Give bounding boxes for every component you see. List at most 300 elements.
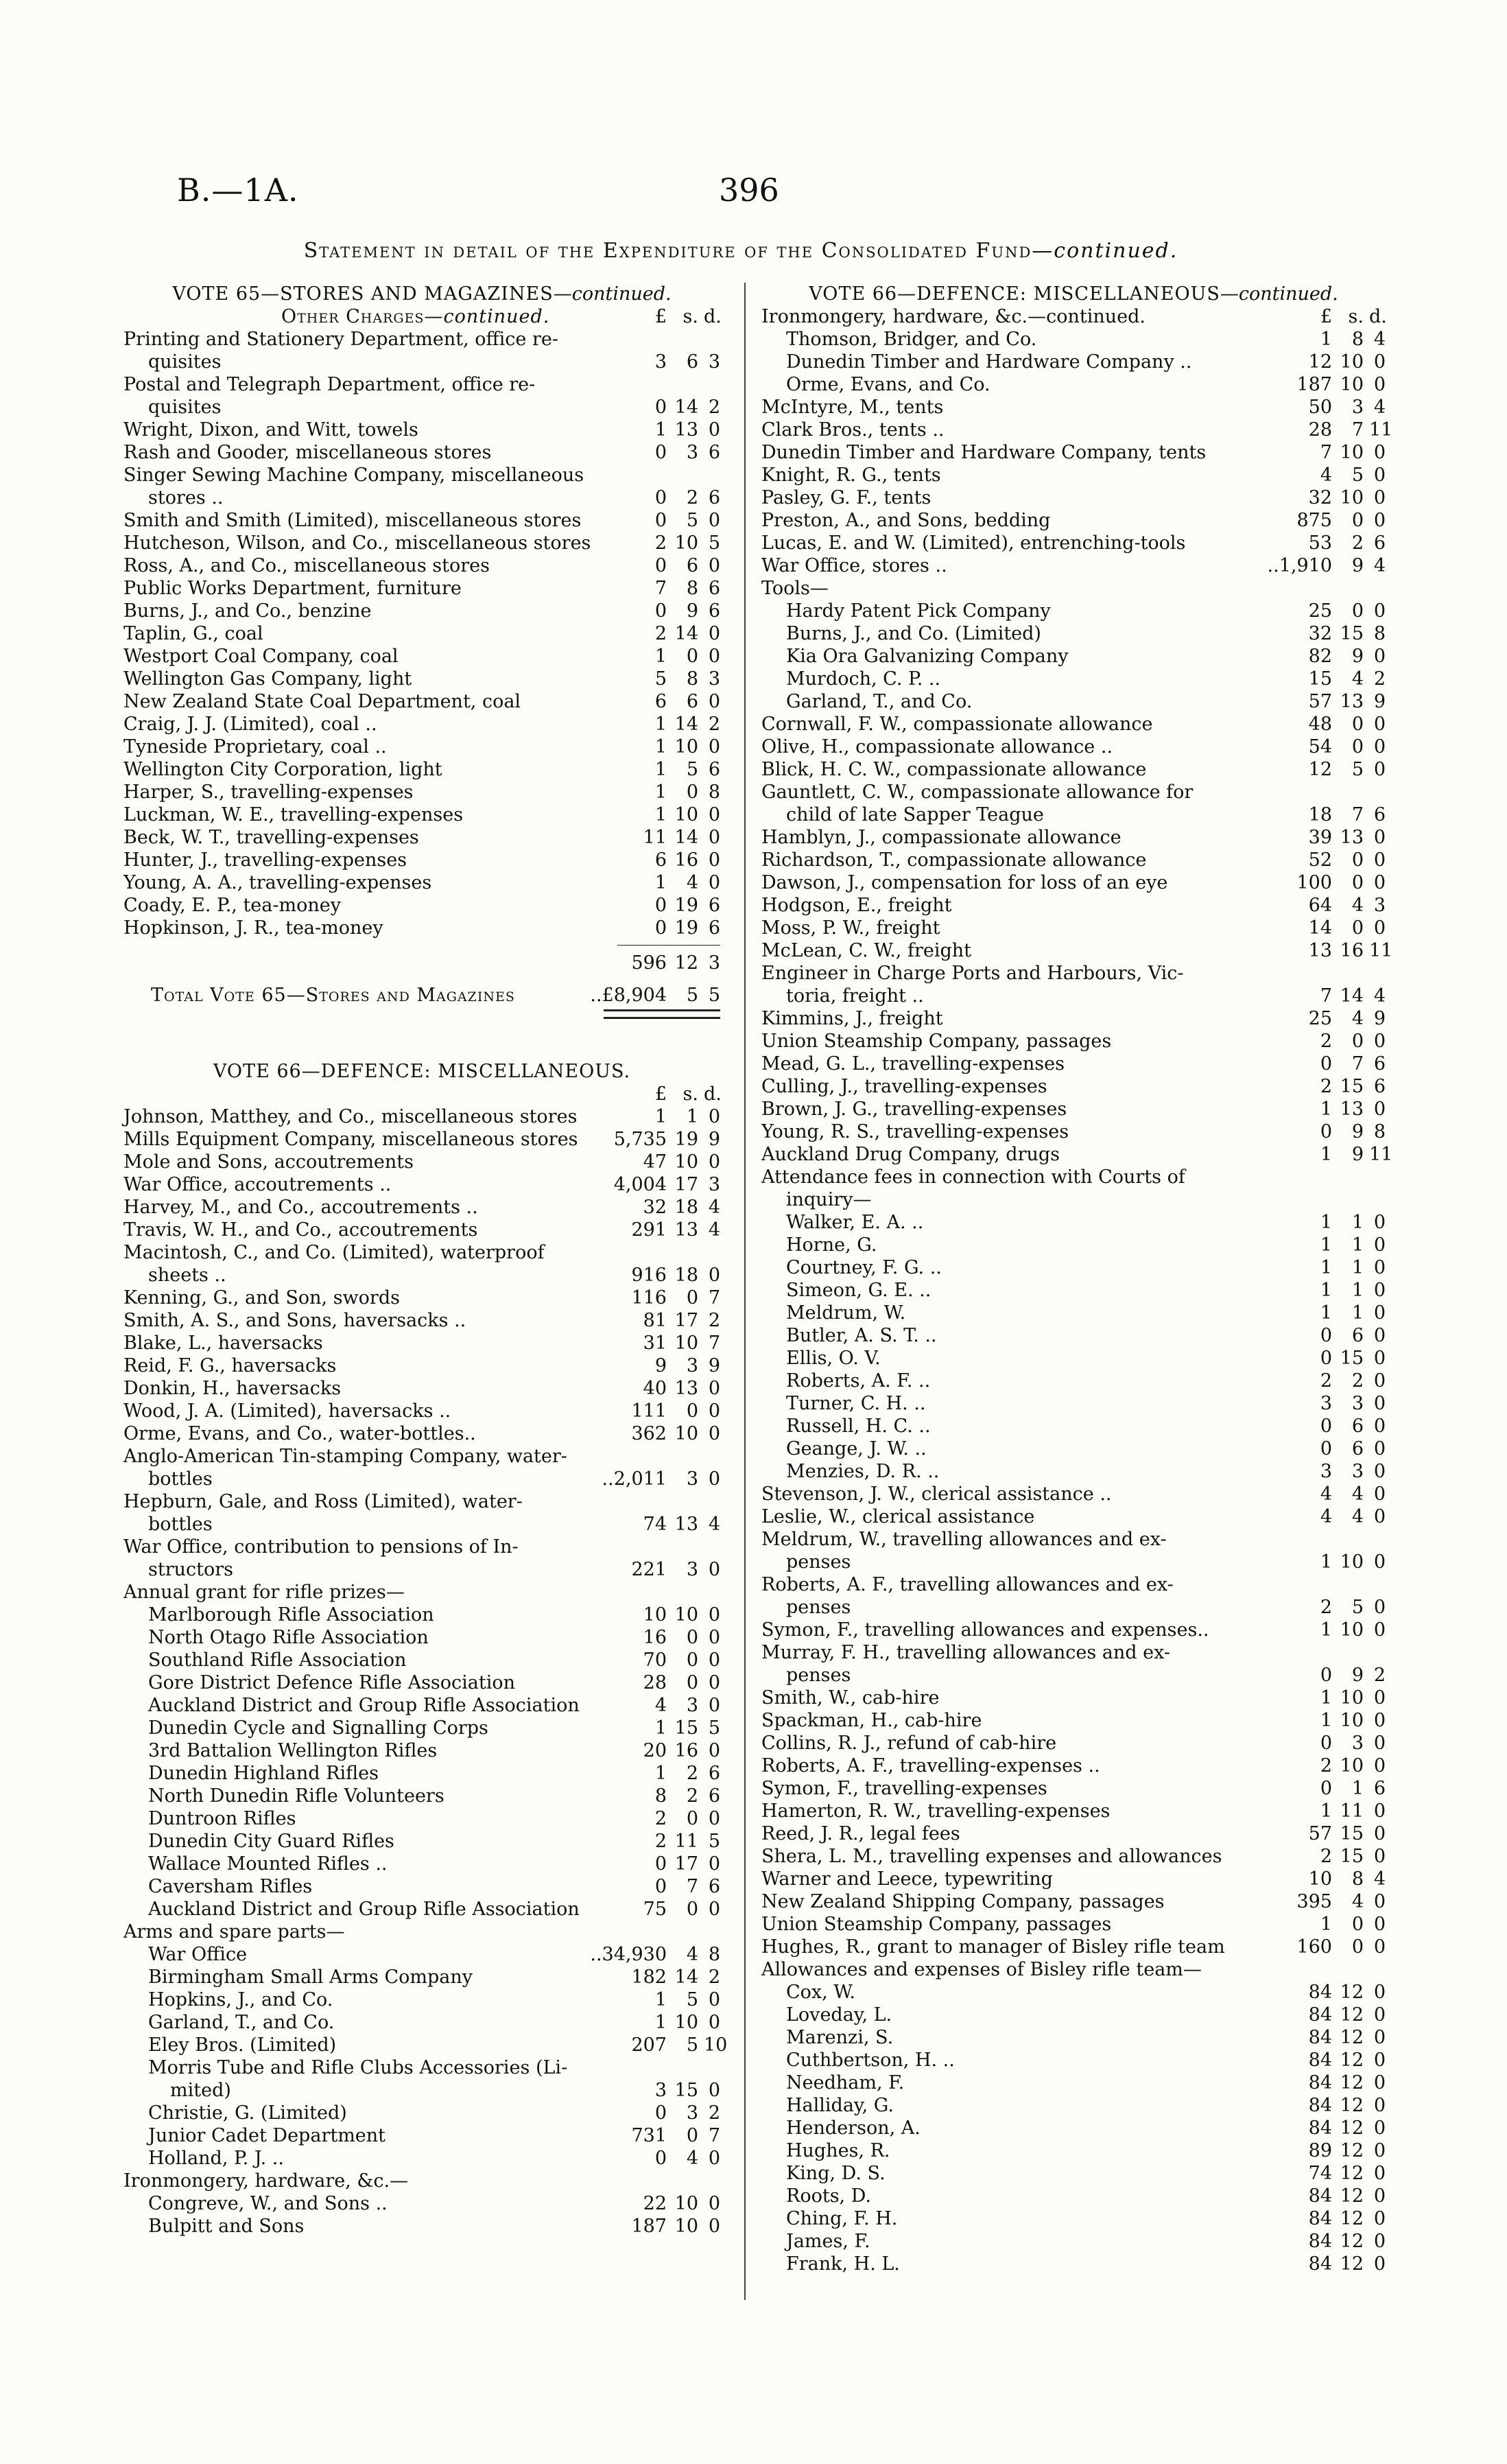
- amount-pounds: 18: [1308, 804, 1332, 825]
- amount-shillings: 7: [686, 1876, 698, 1897]
- ledger-entry-text: Spackman, H., cab-hire: [761, 1710, 982, 1731]
- ledger-row: [761, 713, 1386, 736]
- ledger-row: [761, 1687, 1386, 1709]
- ledger-row: [761, 1053, 1386, 1075]
- ledger-row: [123, 1875, 720, 1898]
- amount-pence: 6: [708, 600, 720, 622]
- page-title-continued: —continued.: [1032, 239, 1178, 263]
- amount-shillings: 3: [686, 1468, 698, 1490]
- amount-pounds: 25: [1308, 1008, 1332, 1029]
- ledger-entry-text: penses: [786, 1665, 851, 1686]
- ledger-row: [123, 917, 720, 939]
- ledger-entry-text: Tools—: [761, 578, 829, 599]
- ledger-row: [761, 1890, 1386, 1913]
- amount-pence: 0: [1373, 1733, 1386, 1754]
- amount-pence: 2: [1373, 668, 1386, 690]
- ledger-row: [761, 2072, 1386, 2094]
- amount-pence: 0: [1373, 1936, 1386, 1958]
- amount-pounds: 84: [1308, 2072, 1332, 2093]
- ledger-entry-text: Garland, T., and Co.: [786, 691, 973, 712]
- ledger-entry-text: Stevenson, J. W., clerical assistance ..: [761, 1483, 1112, 1505]
- ledger-row: [123, 1853, 720, 1875]
- amount-shillings: 10: [1340, 1619, 1364, 1641]
- amount-pence: 9: [708, 1355, 720, 1376]
- amount-pence: 5: [708, 1717, 720, 1739]
- ledger-row: [123, 1468, 720, 1490]
- amount-shillings: 10: [1340, 487, 1364, 508]
- ledger-entry-text: Allowances and expenses of Bisley rifle team—: [761, 1959, 1202, 1980]
- amount-pounds: 84: [1308, 2117, 1332, 2139]
- ledger-entry-text: Cox, W.: [786, 1982, 855, 2003]
- ledger-entry-text: Gauntlett, C. W., compassionate allowance for: [761, 782, 1194, 803]
- amount-shillings: 0: [686, 1808, 698, 1829]
- amount-pounds: 187: [1296, 374, 1332, 395]
- ledger-entry-text: Hughes, R.: [786, 2140, 890, 2161]
- amount-shillings: 17: [674, 1310, 698, 1331]
- amount-pounds: 1: [654, 1717, 667, 1739]
- ledger-row: [123, 1287, 720, 1309]
- amount-pence: 2: [708, 1967, 720, 1988]
- amount-pounds: 3: [1320, 1461, 1332, 1482]
- amount-pence: 0: [708, 2080, 720, 2101]
- amount-pence: 0: [1373, 2095, 1386, 2116]
- amount-pence: 0: [1373, 1438, 1386, 1459]
- amount-pence: 0: [1373, 2072, 1386, 2093]
- ledger-row: [123, 396, 720, 419]
- amount-pence: 0: [1373, 1891, 1386, 1912]
- ledger-row: [123, 849, 720, 871]
- amount-pounds: 1: [1320, 329, 1332, 350]
- amount-pounds: 4: [1320, 1506, 1332, 1527]
- amount-shillings: 9: [1351, 1121, 1364, 1142]
- amount-shillings: 1: [1351, 1280, 1364, 1301]
- ledger-row: [761, 1030, 1386, 1053]
- amount-shillings: 0: [1351, 736, 1364, 758]
- amount-pence: 4: [1373, 985, 1386, 1007]
- amount-shillings: 10: [674, 1604, 698, 1626]
- amount-shillings: 18: [674, 1265, 698, 1286]
- ledger-row: [761, 2004, 1386, 2026]
- ledger-row: [761, 1143, 1393, 1166]
- amount-pence: 6: [1373, 532, 1386, 554]
- ledger-row: [761, 577, 1386, 600]
- amount-pounds: 12: [1308, 351, 1332, 373]
- ledger-entry-text: War Office, stores ..: [761, 555, 947, 576]
- amount-shillings: 5: [1351, 465, 1364, 486]
- amount-pence: 0: [1373, 1755, 1386, 1776]
- amount-pence: 6: [708, 759, 720, 780]
- amount-pounds: 2: [1320, 1755, 1332, 1776]
- ledger-row: [761, 554, 1386, 577]
- amount-pence: 0: [708, 1106, 720, 1127]
- amount-pence: 0: [1373, 2117, 1386, 2139]
- subtotal-pounds: 596: [631, 952, 667, 974]
- amount-shillings: 12: [1340, 2140, 1364, 2161]
- ledger-entry-text: Union Steamship Company, passages: [761, 1031, 1112, 1052]
- ledger-entry-text: Hunter, J., travelling-expenses: [123, 849, 407, 871]
- vote-65-heading: [123, 283, 720, 305]
- amount-shillings: 1: [1351, 1302, 1364, 1324]
- amount-pence: 8: [708, 782, 720, 803]
- ledger-row: [761, 1958, 1386, 1981]
- amount-pounds: 5: [654, 668, 667, 690]
- amount-pounds: 28: [1308, 419, 1332, 441]
- ledger-row: [123, 1536, 720, 1558]
- ledger-entry-text: Harper, S., travelling-expenses: [123, 782, 414, 803]
- amount-shillings: 16: [674, 849, 698, 871]
- amount-pence: 0: [708, 1378, 720, 1399]
- ledger-row: [123, 781, 720, 803]
- amount-shillings: 4: [1351, 1891, 1364, 1912]
- amount-shillings: 15: [674, 1717, 698, 1739]
- amount-shillings: 1: [686, 1106, 698, 1127]
- amount-shillings: 12: [1340, 2208, 1364, 2229]
- amount-pounds: 875: [1296, 510, 1332, 531]
- ledger-row: [761, 1279, 1386, 1302]
- amount-pounds: 0: [654, 2102, 667, 2124]
- ledger-row: [761, 894, 1386, 917]
- amount-pounds: 4: [654, 1695, 667, 1716]
- ledger-entry-text: Wallace Mounted Rifles ..: [148, 1853, 388, 1875]
- ledger-entry-text: bottles: [148, 1514, 213, 1535]
- ledger-row: [123, 1354, 720, 1377]
- amount-pounds: 15: [1308, 668, 1332, 690]
- ledger-entry-text: Clark Bros., tents ..: [761, 419, 945, 441]
- ledger-row: [761, 668, 1386, 690]
- unit-pounds-66: £: [654, 1083, 667, 1105]
- vote-66-ledger-left: [123, 1105, 728, 2238]
- ledger-row: [123, 1128, 720, 1151]
- ledger-row: [761, 2253, 1386, 2275]
- amount-pounds: 0: [1320, 1665, 1332, 1686]
- amount-shillings: 4: [1351, 895, 1364, 916]
- ledger-entry-text: Young, R. S., travelling-expenses: [761, 1121, 1069, 1142]
- right-column: [761, 283, 1393, 2275]
- amount-pounds: 1: [1320, 1212, 1332, 1233]
- ledger-entry-text: Kia Ora Galvanizing Company: [786, 646, 1069, 667]
- ledger-entry-text: Marenzi, S.: [786, 2027, 894, 2048]
- ledger-entry-text: Symon, F., travelling-expenses: [761, 1778, 1047, 1799]
- ledger-entry-text: Meldrum, W., travelling allowances and ex-: [761, 1529, 1167, 1550]
- amount-shillings: 5: [1351, 1597, 1364, 1618]
- ledger-entry-text: Hodgson, E., freight: [761, 895, 952, 916]
- document-reference: B.—1A.: [177, 172, 299, 209]
- amount-pence: 11: [1369, 940, 1393, 961]
- amount-pounds: 187: [631, 2216, 667, 2237]
- ledger-entry-text: Ellis, O. V.: [786, 1348, 881, 1369]
- ledger-entry-text: Loveday, L.: [786, 2004, 892, 2026]
- ledger-entry-text: Smith, W., cab-hire: [761, 1687, 940, 1709]
- amount-pence: 0: [1373, 510, 1386, 531]
- amount-shillings: 0: [686, 1627, 698, 1648]
- ledger-entry-text: Caversham Rifles: [148, 1876, 313, 1897]
- ledger-entry-text: Printing and Stationery Department, office re-: [123, 329, 558, 350]
- amount-shillings: 6: [1351, 1416, 1364, 1437]
- ledger-row: [761, 1822, 1386, 1845]
- amount-pence: 6: [708, 442, 720, 463]
- ledger-entry-text: Ironmongery, hardware, &c.—continued.: [761, 306, 1146, 327]
- amount-pence: 0: [708, 1989, 720, 2010]
- ledger-row: [123, 1694, 720, 1717]
- ledger-entry-text: Symon, F., travelling allowances and expenses..: [761, 1619, 1209, 1641]
- ledger-row: [761, 985, 1386, 1007]
- ledger-row: [123, 690, 720, 713]
- amount-pence: 0: [708, 1559, 720, 1580]
- amount-pounds: 22: [643, 2193, 667, 2214]
- amount-shillings: 8: [686, 578, 698, 599]
- amount-pounds: 1: [1320, 1687, 1332, 1709]
- amount-pounds: 1: [654, 714, 667, 735]
- amount-shillings: 3: [686, 1355, 698, 1376]
- amount-pence: 0: [1373, 1416, 1386, 1437]
- ledger-entry-text: Reid, F. G., haversacks: [123, 1355, 337, 1376]
- ledger-row: [761, 441, 1386, 464]
- amount-pence: 0: [1373, 759, 1386, 780]
- amount-pounds: 16: [643, 1627, 667, 1648]
- amount-shillings: 14: [674, 397, 698, 418]
- amount-pence: 8: [1373, 1121, 1386, 1142]
- amount-pence: d.: [1369, 306, 1387, 327]
- amount-pounds: 395: [1296, 1891, 1332, 1912]
- amount-pence: 4: [708, 1197, 720, 1218]
- amount-pounds: 1: [654, 419, 667, 441]
- ledger-entry-text: Wellington Gas Company, light: [123, 668, 412, 690]
- amount-pounds: 916: [631, 1265, 667, 1286]
- ledger-row: [123, 645, 720, 668]
- vote-65-heading-text: VOTE 65—STORES AND MAGAZINES: [172, 283, 554, 305]
- amount-pounds: 54: [1308, 736, 1332, 758]
- amount-shillings: 0: [1351, 600, 1364, 622]
- amount-pence: 11: [1369, 419, 1393, 441]
- ledger-row: [123, 1671, 720, 1694]
- ledger-entry-text: Attendance fees in connection with Courts of: [761, 1166, 1185, 1188]
- amount-pence: 0: [1373, 1823, 1386, 1844]
- amount-pence: 4: [1373, 329, 1386, 350]
- amount-pence: 0: [708, 1265, 720, 1286]
- amount-pence: 0: [1373, 714, 1386, 735]
- amount-pence: 0: [708, 1650, 720, 1671]
- amount-pounds: 2: [1320, 1076, 1332, 1097]
- amount-pounds: 731: [631, 2125, 667, 2146]
- ledger-entry-text: Junior Cadet Department: [148, 2125, 386, 2146]
- amount-pounds: 182: [631, 1967, 667, 1988]
- amount-pence: 0: [708, 872, 720, 893]
- ledger-row: [761, 1370, 1386, 1392]
- ledger-row: [761, 849, 1386, 871]
- amount-shillings: 5: [686, 2034, 698, 2056]
- ledger-row: [123, 1241, 720, 1264]
- amount-pence: 4: [708, 1219, 720, 1241]
- amount-shillings: s.: [1348, 306, 1364, 327]
- ledger-row: [761, 1347, 1386, 1370]
- amount-shillings: 3: [686, 1559, 698, 1580]
- amount-shillings: 9: [1351, 646, 1364, 667]
- amount-pence: 0: [1373, 849, 1386, 871]
- amount-shillings: 5: [686, 510, 698, 531]
- amount-pence: 0: [1373, 2253, 1386, 2275]
- ledger-row: [761, 690, 1386, 713]
- amount-pence: 6: [1373, 1053, 1386, 1075]
- ledger-entry-text: mited): [170, 2080, 231, 2101]
- ledger-entry-text: Cuthbertson, H. ..: [786, 2050, 955, 2071]
- amount-pounds: 116: [631, 1287, 667, 1309]
- amount-pounds: 1: [654, 759, 667, 780]
- amount-pence: 0: [708, 1468, 720, 1490]
- amount-pence: 7: [708, 2125, 720, 2146]
- amount-pounds: 2: [654, 1808, 667, 1829]
- amount-pounds: 10: [643, 1604, 667, 1626]
- amount-shillings: 0: [686, 1899, 698, 1920]
- ledger-row: [123, 2124, 720, 2147]
- ledger-row: [123, 1988, 720, 2011]
- amount-shillings: 10: [674, 2216, 698, 2237]
- ledger-row: [761, 1256, 1386, 1279]
- amount-pounds: 84: [1308, 2095, 1332, 2116]
- ledger-row: [123, 826, 720, 849]
- amount-pence: 6: [708, 487, 720, 508]
- ledger-entry-text: Hutcheson, Wilson, and Co., miscellaneous stores: [123, 532, 591, 554]
- amount-pence: 0: [1373, 1325, 1386, 1346]
- amount-shillings: 1: [1351, 1234, 1364, 1256]
- amount-shillings: 10: [674, 1333, 698, 1354]
- amount-pence: 0: [1373, 442, 1386, 463]
- amount-pence: 0: [1373, 2163, 1386, 2184]
- ledger-entry-text: Auckland Drug Company, drugs: [761, 1144, 1060, 1165]
- amount-pence: 0: [708, 827, 720, 848]
- amount-shillings: 12: [1340, 2253, 1364, 2275]
- ledger-entry-text: Travis, W. H., and Co., accoutrements: [123, 1219, 478, 1241]
- amount-shillings: 6: [1351, 1325, 1364, 1346]
- amount-shillings: 0: [1351, 1914, 1364, 1935]
- total-pounds: ..£8,904: [590, 985, 667, 1006]
- amount-pence: 0: [708, 2216, 720, 2237]
- amount-pence: 3: [708, 668, 720, 690]
- amount-pence: 0: [708, 736, 720, 758]
- ledger-entry-text: Luckman, W. E., travelling-expenses: [123, 804, 464, 825]
- amount-pence: 0: [708, 1808, 720, 1829]
- amount-pence: 6: [708, 578, 720, 599]
- amount-pounds: 1: [654, 1106, 667, 1127]
- amount-shillings: 8: [1351, 1868, 1364, 1890]
- vote-65-heading-continued: —continued.: [553, 283, 672, 305]
- ledger-row: [761, 826, 1386, 849]
- ledger-row: [123, 1649, 720, 1671]
- amount-shillings: 12: [1340, 2231, 1364, 2252]
- amount-shillings: 0: [1351, 872, 1364, 893]
- amount-pence: 0: [708, 1400, 720, 1422]
- ledger-entry-text: stores ..: [148, 487, 224, 508]
- amount-pence: 0: [1373, 374, 1386, 395]
- ledger-entry-text: Butler, A. S. T. ..: [786, 1325, 937, 1346]
- amount-shillings: 10: [1340, 374, 1364, 395]
- ledger-row: [123, 1196, 720, 1219]
- ledger-entry-text: Hardy Patent Pick Company: [786, 600, 1051, 622]
- ledger-row: [761, 2207, 1386, 2230]
- ledger-row: [123, 2011, 720, 2034]
- amount-shillings: 18: [674, 1197, 698, 1218]
- amount-pence: 4: [1373, 1868, 1386, 1890]
- ledger-entry-text: King, D. S.: [786, 2163, 886, 2184]
- amount-shillings: 9: [1351, 1144, 1364, 1165]
- amount-pence: 0: [1373, 1461, 1386, 1482]
- ledger-row: [123, 600, 720, 622]
- ledger-row: [123, 1445, 720, 1468]
- ledger-row: [123, 532, 720, 554]
- amount-pounds: 2: [1320, 1031, 1332, 1052]
- amount-pounds: 47: [643, 1151, 667, 1173]
- amount-shillings: 0: [686, 1287, 698, 1309]
- ledger-entry-text: Holland, P. J. ..: [148, 2148, 284, 2169]
- ledger-row: [123, 2102, 720, 2124]
- ledger-entry-text: Southland Rifle Association: [148, 1650, 407, 1671]
- ledger-entry-text: Dunedin Cycle and Signalling Corps: [148, 1717, 488, 1739]
- amount-pounds: 82: [1308, 646, 1332, 667]
- amount-pounds: 11: [643, 827, 667, 848]
- ledger-entry-text: Macintosh, C., and Co. (Limited), waterproof: [123, 1242, 545, 1263]
- ledger-row: [761, 1188, 1386, 1211]
- amount-pounds: 0: [654, 1853, 667, 1875]
- vote-66-continued-heading-suffix: —continued.: [1220, 283, 1338, 305]
- amount-pounds: 2: [654, 1831, 667, 1852]
- ledger-row: [123, 803, 720, 826]
- ledger-row: [123, 373, 720, 396]
- ledger-row: [761, 1800, 1386, 1822]
- amount-pounds: 13: [1308, 940, 1332, 961]
- ledger-entry-text: Wood, J. A. (Limited), haversacks ..: [123, 1400, 451, 1422]
- amount-shillings: 10: [1340, 442, 1364, 463]
- ledger-entry-text: Halliday, G.: [786, 2095, 894, 2116]
- ledger-entry-text: Lucas, E. and W. (Limited), entrenching-tools: [761, 532, 1186, 554]
- ledger-entry-text: Coady, E. P., tea-money: [123, 895, 341, 916]
- amount-pounds: 1: [1320, 1257, 1332, 1278]
- amount-pence: 0: [1373, 2208, 1386, 2229]
- ledger-entry-text: Wellington City Corporation, light: [123, 759, 442, 780]
- ledger-row: [761, 600, 1386, 622]
- ledger-row: [123, 1739, 720, 1762]
- amount-shillings: 12: [1340, 2095, 1364, 2116]
- amount-pounds: 84: [1308, 2004, 1332, 2026]
- ledger-entry-text: North Dunedin Rifle Volunteers: [148, 1785, 444, 1807]
- amount-shillings: 10: [674, 2193, 698, 2214]
- ledger-row: [123, 1219, 720, 1241]
- ledger-row: [123, 486, 720, 509]
- amount-pounds: 291: [631, 1219, 667, 1241]
- amount-shillings: 6: [1351, 1438, 1364, 1459]
- ledger-entry-text: 3rd Battalion Wellington Rifles: [148, 1740, 438, 1761]
- amount-pounds: 4,004: [613, 1174, 667, 1195]
- amount-pence: 9: [708, 1129, 720, 1150]
- ledger-row: [761, 1460, 1386, 1483]
- ledger-entry-text: New Zealand State Coal Department, coal: [123, 691, 521, 712]
- amount-pence: 4: [1373, 555, 1386, 576]
- ledger-row: [761, 1505, 1386, 1528]
- amount-pounds: 57: [1308, 691, 1332, 712]
- amount-pounds: 0: [654, 1876, 667, 1897]
- amount-pence: 0: [1373, 487, 1386, 508]
- ledger-row: [123, 1762, 720, 1785]
- ledger-row: [761, 1936, 1386, 1958]
- amount-pounds: 12: [1308, 759, 1332, 780]
- amount-shillings: 10: [1340, 1755, 1364, 1776]
- amount-shillings: 1: [1351, 1212, 1364, 1233]
- amount-pounds: 1: [1320, 1234, 1332, 1256]
- amount-shillings: 1: [1351, 1778, 1364, 1799]
- amount-pence: 0: [708, 1853, 720, 1875]
- amount-pounds: 6: [654, 849, 667, 871]
- amount-pence: 7: [708, 1333, 720, 1354]
- amount-shillings: 10: [1340, 1710, 1364, 1731]
- amount-shillings: 6: [686, 691, 698, 712]
